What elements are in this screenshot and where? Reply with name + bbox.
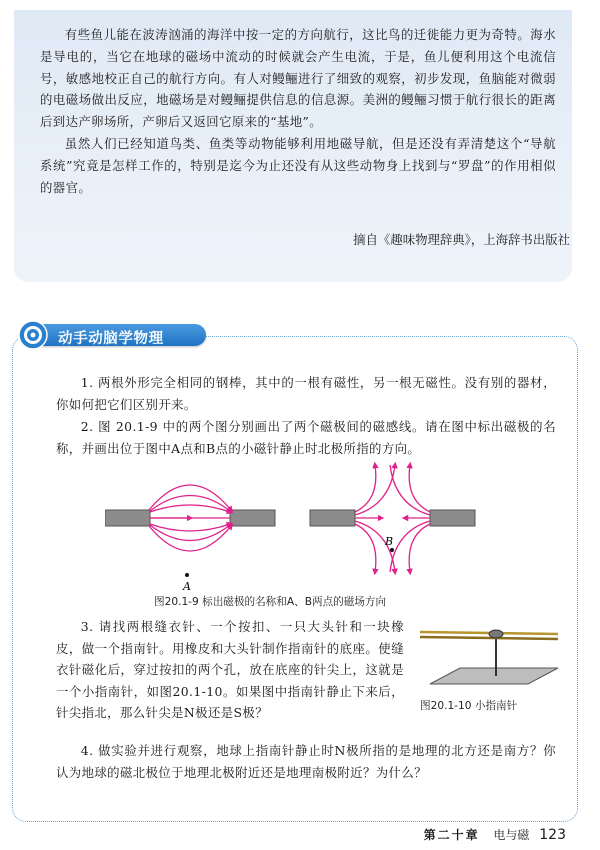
question-4 [56,740,556,783]
figure-2-caption: 图20.1-10 小指南针 [420,700,518,712]
section-badge [18,320,208,350]
point-b-dot [390,548,394,552]
question-2 [56,416,556,459]
needle-2 [420,637,558,639]
point-a-dot [185,573,189,577]
chapter-title: 电与磁 [493,828,530,842]
compass-device-figure [418,612,568,692]
question-1-text: 1. 两根外形完全相同的钢棒，其中的一根有磁性，另一根无磁性。没有别的器材，你如何把它们区别开来。 [56,375,556,412]
page-number: 123 [539,827,566,843]
reading-source: 摘自《趣味物理辞典》，上海辞书出版社 [353,232,570,247]
point-b-label: B [385,535,394,548]
like-poles-diagram [310,465,475,572]
figure-1-caption: 图20.1-9 标出磁极的名称和A、B两点的磁场方向 [154,596,387,608]
base-plate [430,668,558,684]
opposite-poles-diagram [105,485,275,590]
question-1 [56,372,556,415]
magnetic-field-figure [105,460,485,590]
reading-text [40,24,556,198]
reading-paragraph-2: 虽然人们已经知道鸟类、鱼类等动物能够利用地磁导航，但是还没有弄清楚这个“导航系统”究竟是怎样工作的，特别是迄今为止还没有从这些动物身上找到与“罗盘”的作用相似的器官。 [40,135,556,195]
magnet-pole-right-2 [430,510,475,526]
question-3-text: 3. 请找两根缝衣针、一个按扣、一只大头针和一块橡皮，做一个指南针。用橡皮和大头针制作指南针的底座。使缝衣针磁化后，穿过按扣的两个孔，放在底座的针尖上，这就是一个小指南针，如图20.1-10。如果图中指南针静止下来后，针尖指北，那么针尖是N极还是S极？ [56,619,404,720]
magnet-pole-left-2 [310,510,355,526]
question-4-text: 4. 做实验并进行观察，地球上指南针静止时N极所指的是地理的北方还是南方？你认为地球的磁北极位于地理北极附近还是地理南极附近？为什么？ [56,743,556,780]
reading-paragraph-1: 有些鱼儿能在波涛汹涌的海洋中按一定的方向航行，这比鸟的迁徙能力更为奇特。海水是导电的，当它在地球的磁场中流动的时候就会产生电流，于是，鱼儿便利用这个电流信号，敏感地校正自己的航行方向。有人对鳗鲡进行了细致的观察，初步发现，鱼脑能对微弱的电磁场做出反应，地磁场是对鳗鲡提供信息的信息源。美洲的鳗鲡习惯于航行很长的距离后到达产卵场所，产卵后又返回它原来的“基地”。 [40,27,556,130]
chapter-label: 第二十章 [423,828,480,842]
question-3 [56,616,404,724]
snap-button [489,630,503,638]
section-title: 动手动脑学物理 [58,331,164,347]
point-a-label: A [183,580,191,590]
magnet-pole-left-1 [105,510,150,526]
page-footer [424,826,566,843]
magnet-pole-right-1 [230,510,275,526]
target-icon [18,320,48,350]
question-2-text: 2. 图 20.1-9 中的两个图分别画出了两个磁极间的磁感线。请在图中标出磁极的名称，并画出位于图中A点和B点的小磁针静止时北极所指的方向。 [56,419,556,456]
